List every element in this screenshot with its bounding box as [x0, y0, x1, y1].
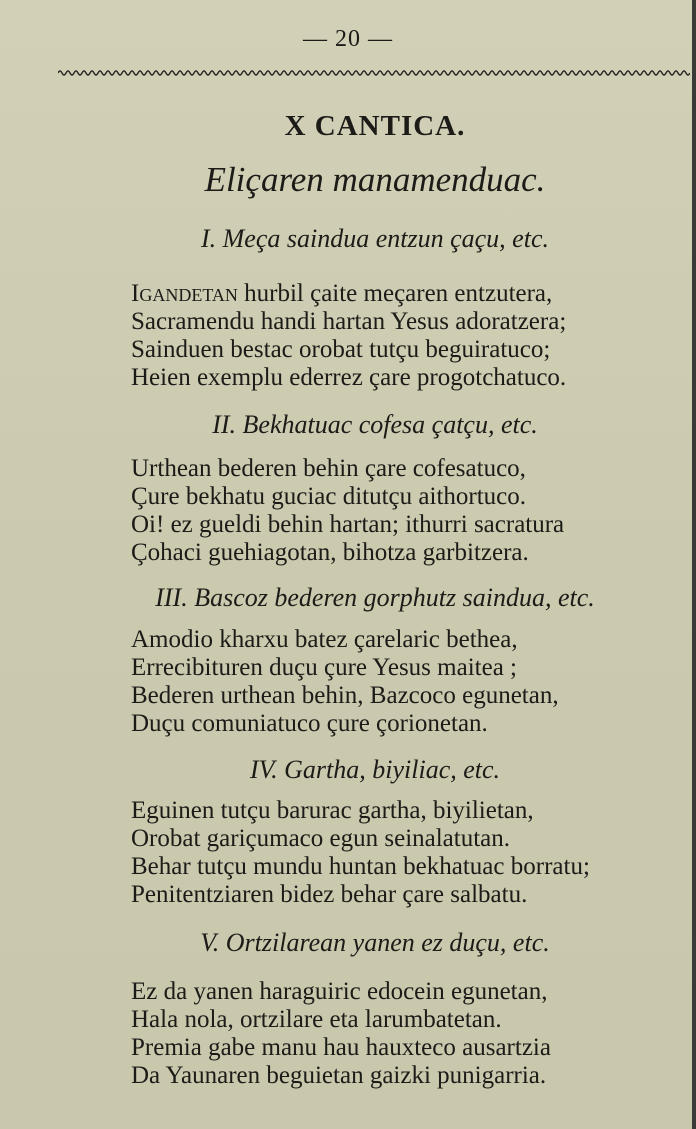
stanza-heading: V. Ortzilarean yanen ez duçu, etc.: [200, 928, 550, 957]
verse-line: Çohaci guehiagotan, bihotza garbitzera.: [131, 539, 529, 566]
verse-line: Sacramendu handi hartan Yesus adoratzera;: [131, 308, 567, 335]
verse-line: Premia gabe manu hau hauxteco ausartzia: [131, 1034, 551, 1061]
verse-line: Sainduen bestac orobat tutçu beguiratuco;: [131, 336, 551, 363]
verse-line: Eguinen tutçu barurac gartha, biyilietan,: [131, 797, 534, 824]
verse-line: Çure bekhatu guciac ditutçu aithortuco.: [131, 483, 527, 510]
verse-line: Ez da yanen haraguiric edocein egunetan,: [131, 978, 548, 1005]
verse-line: Urthean bederen behin çare cofesatuco,: [131, 455, 526, 482]
verse-line: Penitentziaren bidez behar çare salbatu.: [131, 881, 528, 908]
stanza-heading: IV. Gartha, biyiliac, etc.: [249, 755, 501, 784]
verse-line: Behar tutçu mundu huntan bekhatuac borratu;: [131, 853, 590, 880]
stanza: [131, 978, 671, 1090]
verse-line: Hala nola, ortzilare eta larumbatetan.: [131, 1006, 502, 1033]
verse-line: [131, 280, 671, 308]
drop-word: Igandetan: [131, 280, 238, 307]
verse-line: Oi! ez gueldi behin hartan; ithurri sacratura: [131, 511, 565, 538]
verse-line: Errecibituren duçu çure Yesus maitea ;: [131, 654, 517, 681]
verse-line: Da Yaunaren beguietan gaizki punigarria.: [131, 1062, 547, 1089]
stanza: [131, 280, 671, 392]
stanza: [131, 626, 671, 738]
verse-line: Bederen urthean behin, Bazcoco egunetan,: [131, 682, 559, 709]
stanza-heading: III. Bascoz bederen gorphutz saindua, etc.: [155, 583, 595, 612]
stanza: [131, 797, 671, 909]
chapter-subtitle: Eliçaren manamenduac.: [204, 160, 546, 199]
chapter-title: X CANTICA.: [284, 110, 466, 142]
verse-line: Amodio kharxu batez çarelaric bethea,: [131, 626, 518, 653]
verse-line: Duçu comuniatuco çure çorionetan.: [131, 710, 488, 737]
page-number: — 20 —: [303, 26, 393, 52]
stanza-heading: I. Meça saindua entzun çaçu, etc.: [200, 224, 549, 253]
stanza-heading: II. Bekhatuac cofesa çatçu, etc.: [212, 410, 538, 439]
stanza: [131, 455, 671, 567]
decorative-rule: [58, 66, 690, 80]
verse-line-rest: hurbil çaite meçaren entzutera,: [237, 280, 553, 307]
verse-line: Heien exemplu ederrez çare progotchatuco.: [131, 364, 567, 391]
verse-line: Orobat gariçumaco egun seinalatutan.: [131, 825, 511, 852]
